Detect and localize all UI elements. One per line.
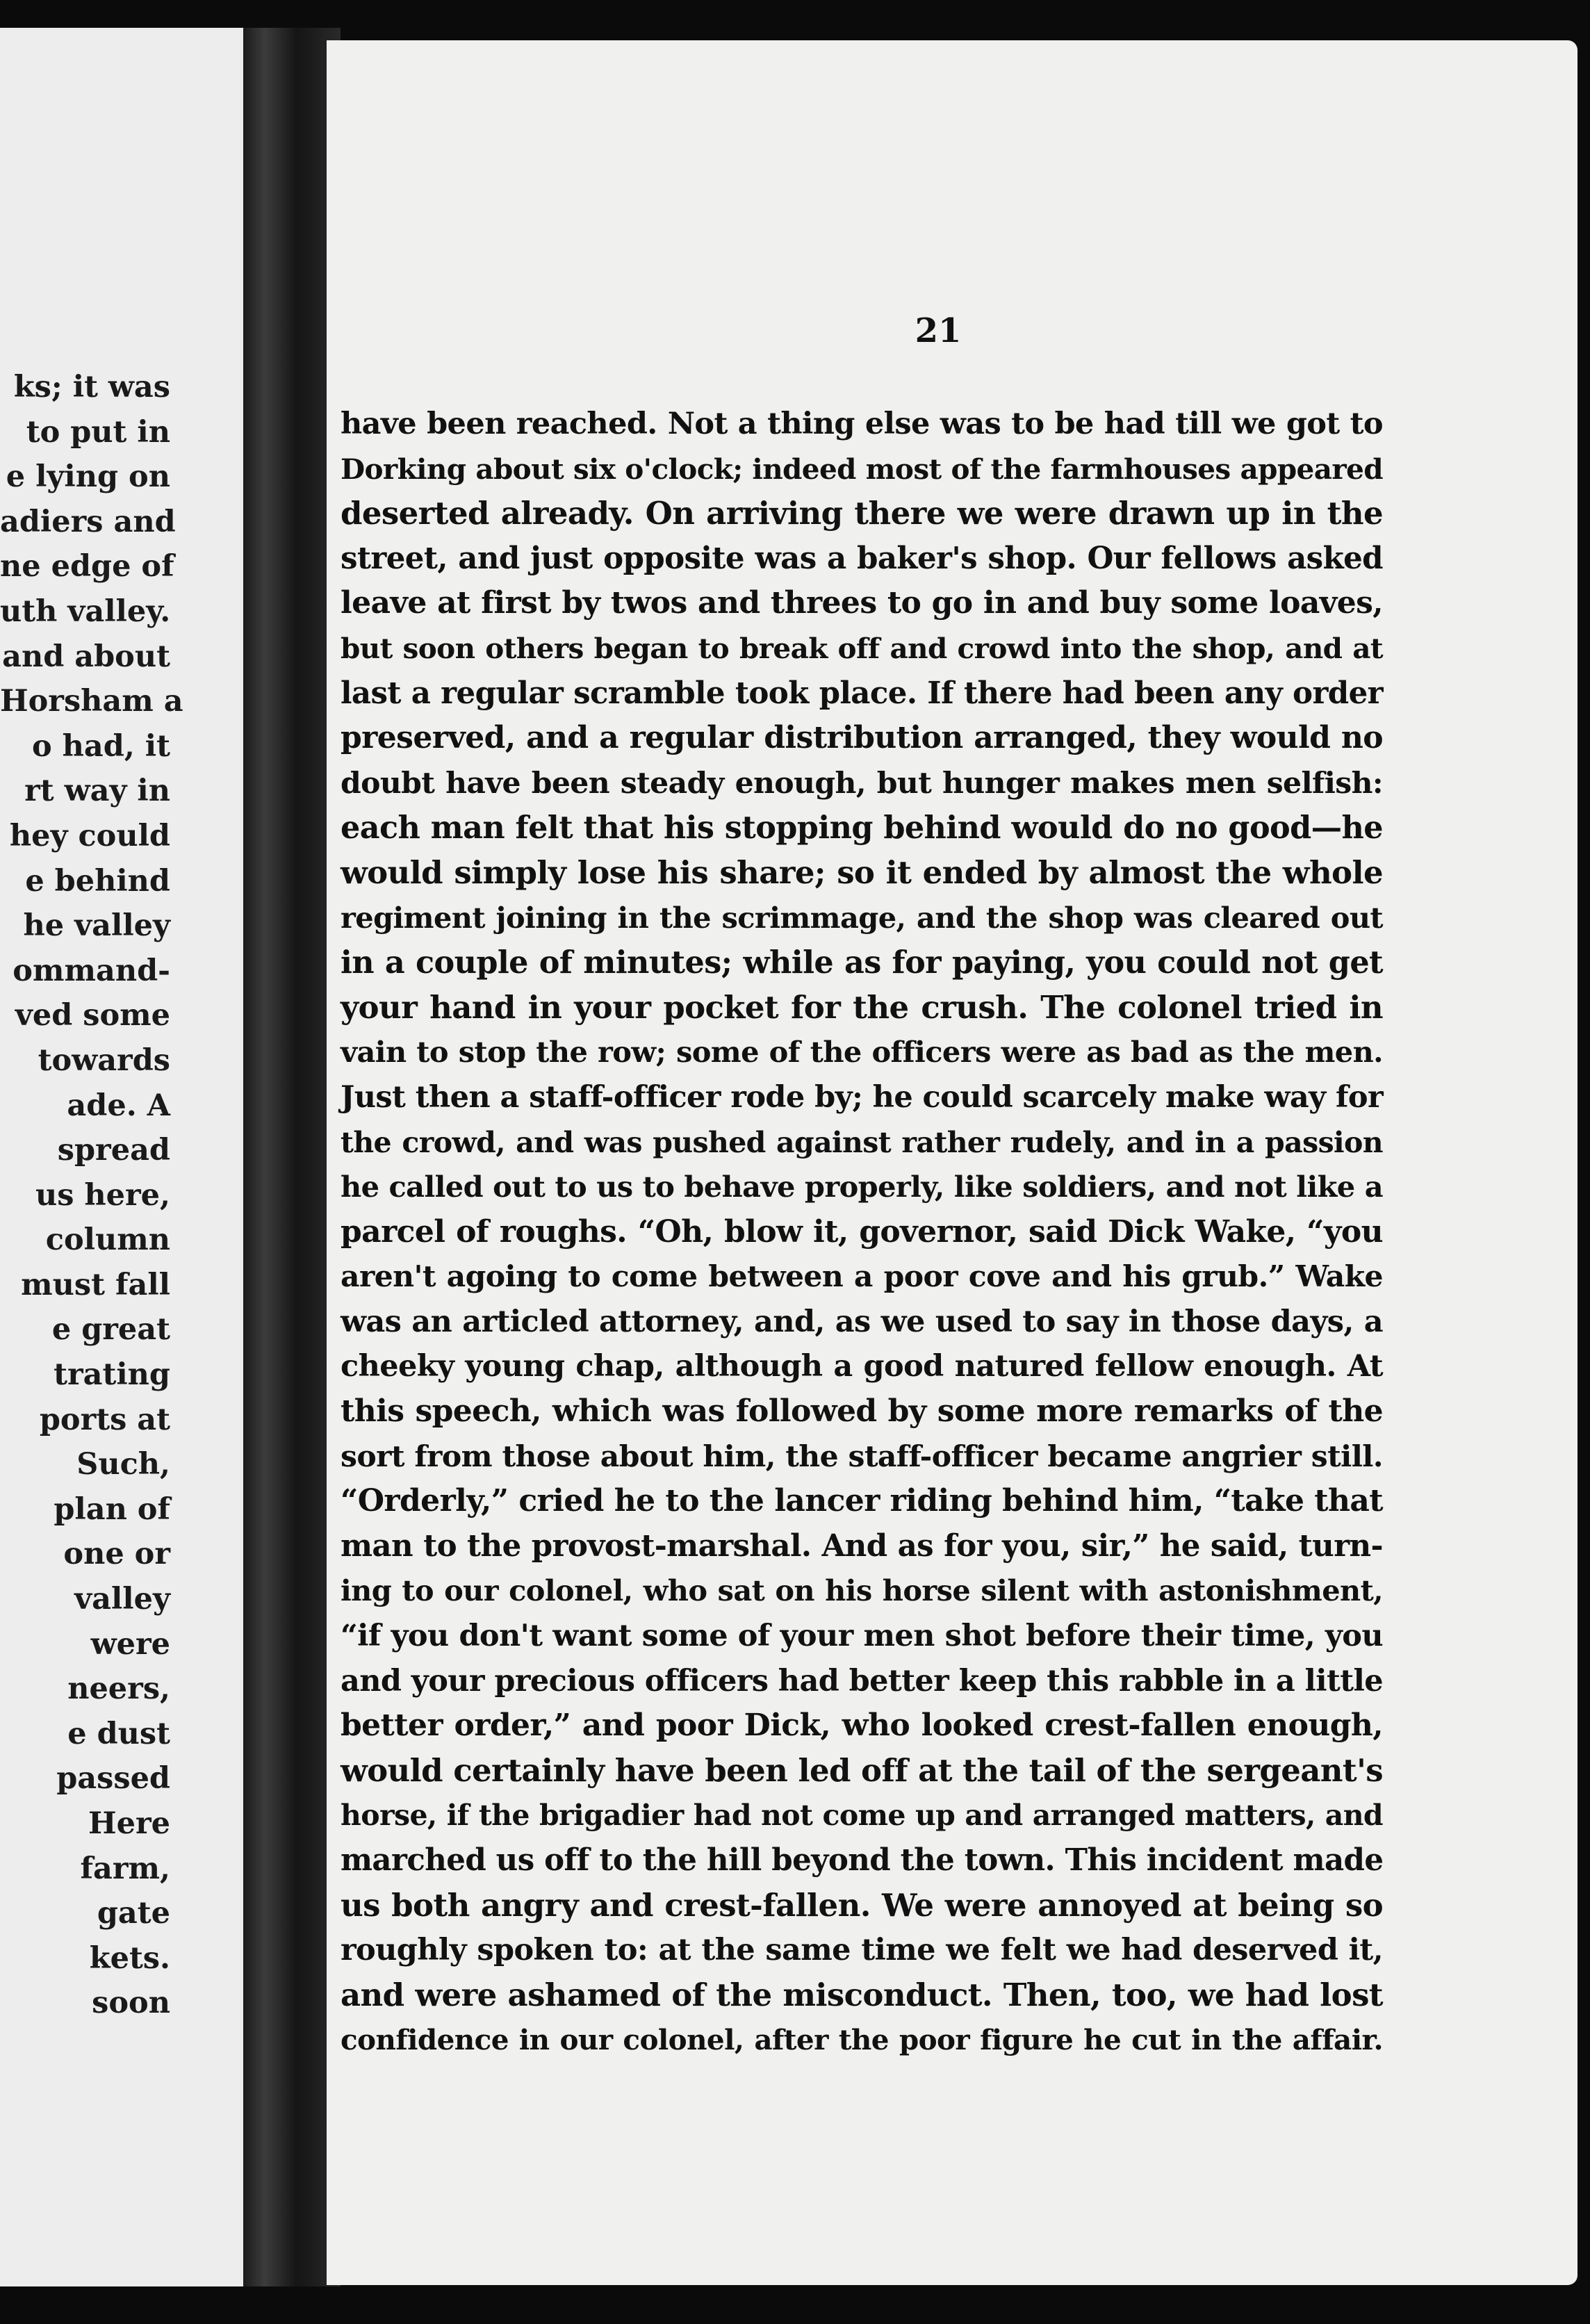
- text-line: each man felt that his stopping behind would do no good—he: [341, 810, 1383, 846]
- left-page-line-fragment: Horsham a: [0, 684, 183, 719]
- text-line: roughly spoken to: at the same time we felt we had deserved it,: [341, 1933, 1383, 1968]
- left-page-line-fragment: to put in: [26, 414, 170, 450]
- left-page-line-fragment: us here,: [35, 1177, 170, 1213]
- left-page-line-fragment: Here: [88, 1806, 170, 1841]
- text-line: cheeky young chap, although a good natured fellow enough. At: [341, 1349, 1383, 1384]
- left-page-line-fragment: o had, it: [32, 728, 170, 764]
- text-line: “if you don't want some of your men shot before their time, you: [341, 1619, 1383, 1654]
- left-page-line-fragment: gate: [97, 1896, 170, 1931]
- text-line: your hand in your pocket for the crush. The colonel tried in: [341, 988, 1383, 1026]
- left-page-line-fragment: plan of: [54, 1491, 170, 1527]
- text-line: would certainly have been led off at the tail of the sergeant's: [341, 1751, 1383, 1789]
- left-page-line-fragment: e dust: [67, 1716, 170, 1751]
- text-line: and were ashamed of the misconduct. Then, too, we had lost: [341, 1976, 1383, 2013]
- left-page-line-fragment: ade. A: [67, 1088, 170, 1123]
- left-page-line-fragment: neers,: [67, 1671, 170, 1707]
- left-page-line-fragment: one or: [63, 1537, 170, 1572]
- text-line: confidence in our colonel, after the poor figure he cut in the affair.: [341, 2023, 1383, 2057]
- left-page-line-fragment: e behind: [25, 863, 170, 899]
- left-page-line-fragment: ne edge of: [0, 549, 174, 584]
- text-line: us both angry and crest-fallen. We were annoyed at being so: [341, 1886, 1383, 1924]
- right-page: [327, 40, 1577, 2285]
- text-line: better order,” and poor Dick, who looked crest-fallen enough,: [341, 1708, 1383, 1744]
- left-page-line-fragment: adiers and: [0, 504, 176, 539]
- text-line: in a couple of minutes; while as for paying, you could not get: [341, 944, 1383, 981]
- text-line: leave at first by twos and threes to go in and buy some loaves,: [341, 585, 1383, 621]
- left-page-line-fragment: and about: [2, 639, 170, 674]
- text-line: parcel of roughs. “Oh, blow it, governor, said Dick Wake, “you: [341, 1213, 1383, 1250]
- left-page: [0, 28, 243, 2286]
- left-page-line-fragment: ved some: [15, 998, 170, 1033]
- book-gutter: [243, 28, 341, 2286]
- left-page-line-fragment: e lying on: [6, 459, 170, 495]
- text-line: this speech, which was followed by some more remarks of the: [341, 1393, 1383, 1430]
- left-page-line-fragment: column: [45, 1222, 170, 1258]
- text-line: horse, if the brigadier had not come up and arranged matters, and: [341, 1799, 1383, 1833]
- left-page-line-fragment: spread: [57, 1133, 170, 1168]
- left-page-line-fragment: ks; it was: [13, 370, 170, 404]
- left-page-line-fragment: he valley: [23, 908, 170, 944]
- text-line: regiment joining in the scrimmage, and the shop was cleared out: [341, 900, 1383, 935]
- text-line: aren't agoing to come between a poor cove and his grub.” Wake: [341, 1259, 1383, 1295]
- text-line: deserted already. On arriving there we were drawn up in the: [341, 495, 1383, 532]
- body-text: [341, 402, 1383, 2063]
- text-line: sort from those about him, the staff-officer became angrier still.: [341, 1439, 1383, 1474]
- left-page-line-fragment: were: [90, 1626, 170, 1662]
- text-line: Just then a staff-officer rode by; he could scarcely make way for: [341, 1079, 1383, 1115]
- left-page-line-fragment: rt way in: [24, 774, 170, 809]
- left-page-line-fragment: farm,: [80, 1851, 170, 1886]
- text-line: would simply lose his share; so it ended by almost the whole: [341, 853, 1383, 891]
- left-page-line-fragment: hey could: [9, 818, 170, 853]
- left-page-line-fragment: kets.: [89, 1940, 170, 1976]
- left-page-text-column: [0, 365, 183, 2026]
- text-line: doubt have been steady enough, but hunger makes men selfish:: [341, 765, 1383, 801]
- text-line: but soon others began to break off and crowd into the shop, and at: [341, 631, 1383, 665]
- text-line: man to the provost-marshal. And as for you, sir,” he said, turn-: [341, 1528, 1383, 1564]
- page-number: 21: [915, 311, 962, 350]
- left-page-line-fragment: soon: [92, 1986, 170, 2021]
- text-line: “Orderly,” cried he to the lancer riding behind him, “take that: [341, 1483, 1383, 1519]
- text-line: street, and just opposite was a baker's shop. Our fellows asked: [341, 540, 1383, 576]
- left-page-line-fragment: must fall: [21, 1267, 170, 1302]
- text-line: marched us off to the hill beyond the town. This incident made: [341, 1842, 1384, 1878]
- text-line: Dorking about six o'clock; indeed most of the farmhouses appeared: [341, 452, 1383, 486]
- left-page-line-fragment: uth valley.: [0, 594, 171, 629]
- left-page-line-fragment: towards: [38, 1042, 170, 1078]
- left-page-line-fragment: ommand-: [13, 953, 170, 988]
- text-line: was an articled attorney, and, as we used to say in those days, a: [341, 1304, 1383, 1339]
- text-line: have been reached. Not a thing else was to be had till we got to: [341, 407, 1383, 441]
- text-line: the crowd, and was pushed against rather rudely, and in a passion: [341, 1125, 1383, 1159]
- left-page-line-fragment: trating: [54, 1357, 170, 1393]
- left-page-line-fragment: passed: [56, 1761, 170, 1797]
- text-line: last a regular scramble took place. If there had been any order: [341, 675, 1383, 711]
- left-page-line-fragment: e great: [51, 1312, 170, 1348]
- text-line: and your precious officers had better keep this rabble in a little: [341, 1663, 1383, 1699]
- left-page-line-fragment: Such,: [76, 1447, 170, 1482]
- text-line: vain to stop the row; some of the officers were as bad as the men.: [341, 1035, 1383, 1070]
- text-line: preserved, and a regular distribution arranged, they would no: [341, 720, 1383, 756]
- text-line: ing to our colonel, who sat on his horse silent with astonishment,: [341, 1573, 1383, 1608]
- left-page-line-fragment: ports at: [39, 1402, 170, 1437]
- text-line: he called out to us to behave properly, like soldiers, and not like a: [341, 1170, 1383, 1204]
- left-page-line-fragment: valley: [74, 1582, 170, 1617]
